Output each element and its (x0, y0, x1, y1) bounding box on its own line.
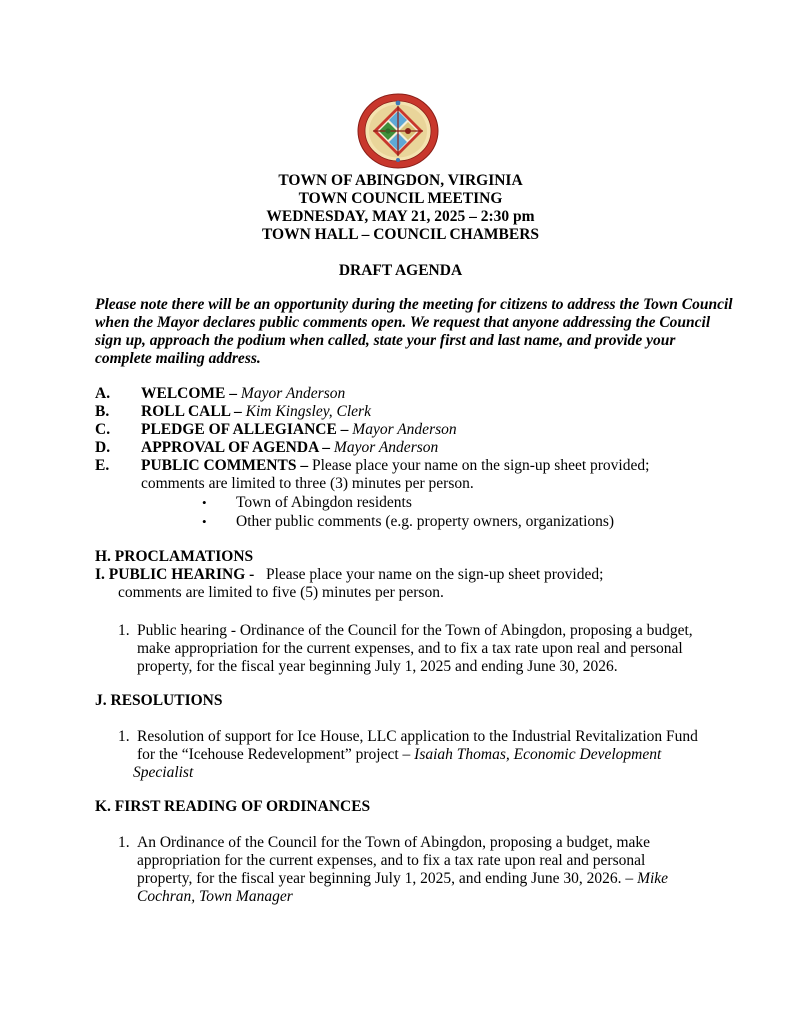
ordinance-presenter-name (137, 888, 293, 906)
item-label: PLEDGE OF ALLEGIANCE – (141, 421, 349, 438)
public-hearing-item-line: property, for the fiscal year beginning July 1, 2025 and ending June 30, 2026. (137, 658, 618, 675)
bullet-icon: • (202, 495, 207, 510)
agenda-item-pledge (141, 421, 457, 439)
resolution-text: for the “Icehouse Redevelopment” project – (137, 746, 411, 763)
section-public-hearing (95, 566, 603, 584)
section-heading-proclamations: H. PROCLAMATIONS (95, 548, 254, 565)
item-label: APPROVAL OF AGENDA – (141, 439, 331, 456)
section-heading-first-reading: K. FIRST READING OF ORDINANCES (95, 798, 371, 815)
item-person: Kim Kingsley, Clerk (245, 403, 371, 420)
agenda-item-welcome (141, 385, 345, 403)
item-person: Mayor Anderson (240, 385, 346, 402)
item-letter-d: D. (95, 439, 111, 456)
item-letter-b: B. (95, 403, 110, 420)
resolution-presenter-title (133, 764, 193, 782)
item-label: ROLL CALL – (141, 403, 242, 420)
bullet-item: Town of Abingdon residents (236, 494, 412, 511)
resolution-presenter: Isaiah Thomas, Economic Development (414, 746, 662, 763)
resolution-item-line (137, 746, 661, 764)
bullet-icon: • (202, 514, 207, 529)
section-heading-resolutions: J. RESOLUTIONS (95, 692, 223, 709)
ordinance-item-line: appropriation for the current expenses, and to fix a tax rate upon real and personal (137, 852, 646, 869)
item-number: 1. (118, 834, 130, 851)
item-number: 1. (118, 728, 130, 745)
item-label: WELCOME – (141, 385, 238, 402)
agenda-item-public-comments (141, 457, 649, 475)
bullet-item: Other public comments (e.g. property owners, organizations) (236, 513, 615, 530)
section-heading-public-hearing: I. PUBLIC HEARING - (95, 566, 255, 583)
item-number: 1. (118, 622, 130, 639)
item-letter-e: E. (95, 457, 110, 474)
agenda-item-roll-call (141, 403, 371, 421)
town-name: TOWN OF ABINGDON, VIRGINIA (278, 172, 523, 189)
public-hearing-limit: comments are limited to five (5) minutes per person. (118, 584, 444, 601)
page-title: DRAFT AGENDA (338, 262, 463, 279)
agenda-item-approval (141, 439, 438, 457)
item-letter-c: C. (95, 421, 111, 438)
ordinance-presenter: Mike (637, 870, 669, 887)
ordinance-item-line: An Ordinance of the Council for the Town of Abingdon, proposing a budget, make (137, 834, 651, 851)
meeting-type: TOWN COUNCIL MEETING (298, 190, 503, 207)
item-person: Mayor Anderson (333, 439, 439, 456)
item-label: PUBLIC COMMENTS – (141, 457, 309, 474)
item-letter-a: A. (95, 385, 111, 402)
section-text: Please place your name on the sign-up sheet provided; (265, 566, 604, 583)
meeting-header (0, 172, 801, 244)
meeting-location: TOWN HALL – COUNCIL CHAMBERS (261, 226, 540, 243)
meeting-date: WEDNESDAY, MAY 21, 2025 – 2:30 pm (266, 208, 535, 225)
public-comments-limit: comments are limited to three (3) minutes per person. (141, 475, 474, 492)
public-comment-note: Please note there will be an opportunity during the meeting for citizens to address the Town Council when the Mayor declares public comments open. We request that anyone addressing the Council sign up, approach the podium when called, state your first and last name, and provide your complete mailing address. (95, 296, 733, 367)
town-seal-icon (357, 93, 439, 169)
ordinance-text: property, for the fiscal year beginning July 1, 2025, and ending June 30, 2026. – (137, 870, 634, 887)
presenter-title: Specialist (133, 764, 194, 781)
public-hearing-item-line: Public hearing - Ordinance of the Council for the Town of Abingdon, proposing a budget, (137, 622, 693, 639)
ordinance-item-line (137, 870, 668, 888)
presenter-name: Cochran, Town Manager (137, 888, 293, 905)
public-hearing-item-line: make appropriation for the current expenses, and to fix a tax rate upon real and personal (137, 640, 683, 657)
resolution-item-line: Resolution of support for Ice House, LLC application to the Industrial Revitalization Fund (137, 728, 698, 745)
item-person: Mayor Anderson (352, 421, 457, 438)
item-text: Please place your name on the sign-up sheet provided; (311, 457, 650, 474)
